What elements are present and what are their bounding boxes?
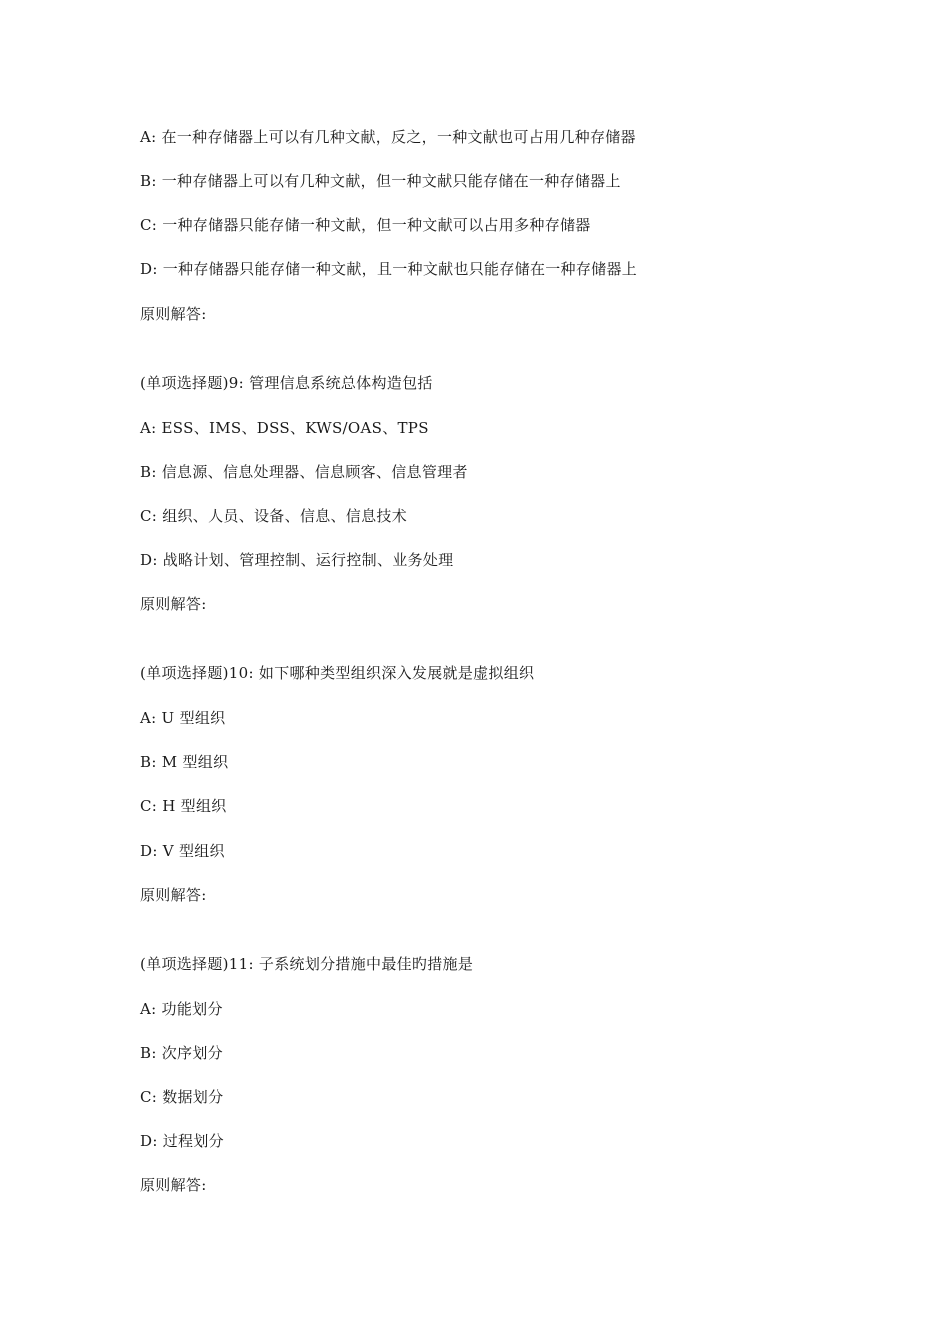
q8-option-a: A: 在一种存储器上可以有几种文献，反之，一种文献也可占用几种存储器 (140, 128, 636, 146)
q9-option-d: D: 战略计划、管理控制、运行控制、业务处理 (140, 551, 454, 569)
q10-question: (单项选择题)10: 如下哪种类型组织深入发展就是虚拟组织 (140, 664, 535, 682)
q11-option-a: A: 功能划分 (140, 1000, 223, 1018)
q11-option-b: B: 次序划分 (140, 1044, 223, 1062)
q9-option-c: C: 组织、人员、设备、信息、信息技术 (140, 507, 408, 525)
q9-option-a: A: ESS、IMS、DSS、KWS/OAS、TPS (140, 419, 429, 437)
q9-answer-label: 原则解答: (140, 595, 207, 613)
q11-question: (单项选择题)11: 子系统划分措施中最佳旳措施是 (140, 955, 474, 973)
q10-option-b: B: M 型组织 (140, 753, 229, 771)
q10-option-c: C: H 型组织 (140, 797, 227, 815)
q8-answer-label: 原则解答: (140, 305, 207, 323)
q11-answer-label: 原则解答: (140, 1176, 207, 1194)
q8-option-d: D: 一种存储器只能存储一种文献，且一种文献也只能存储在一种存储器上 (140, 260, 638, 278)
q11-option-d: D: 过程划分 (140, 1132, 224, 1150)
q9-question: (单项选择题)9: 管理信息系统总体构造包括 (140, 374, 433, 392)
q11-option-c: C: 数据划分 (140, 1088, 224, 1106)
q9-option-b: B: 信息源、信息处理器、信息顾客、信息管理者 (140, 463, 468, 481)
q10-answer-label: 原则解答: (140, 886, 207, 904)
q8-option-b: B: 一种存储器上可以有几种文献，但一种文献只能存储在一种存储器上 (140, 172, 621, 190)
q10-option-d: D: V 型组织 (140, 842, 225, 860)
q8-option-c: C: 一种存储器只能存储一种文献，但一种文献可以占用多种存储器 (140, 216, 591, 234)
q10-option-a: A: U 型组织 (140, 709, 226, 727)
